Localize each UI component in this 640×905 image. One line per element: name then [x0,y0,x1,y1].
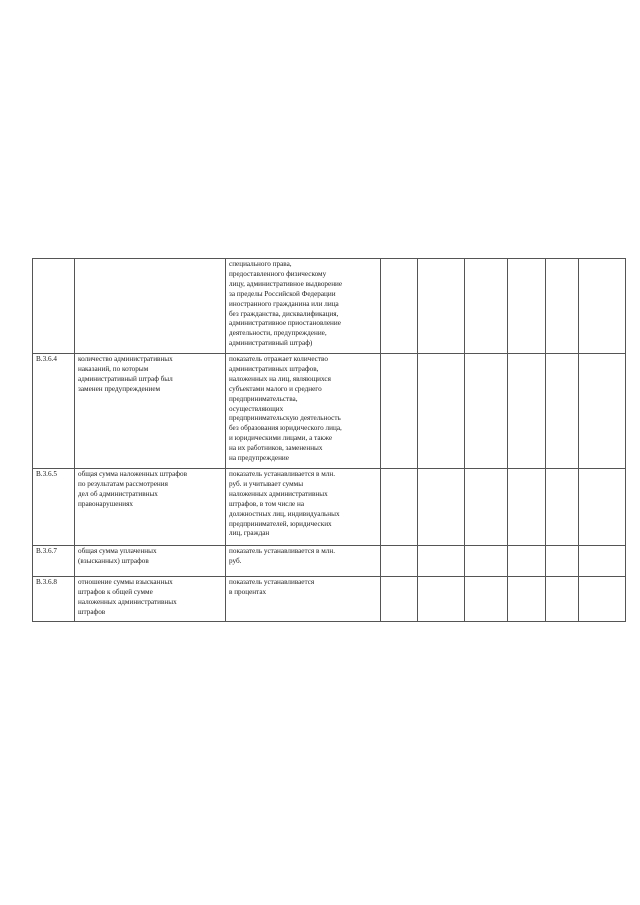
indicator-name-line: наложенных административных [78,597,177,606]
indicator-description-line: показатель устанавливается в млн. [229,470,335,478]
indicator-description-cell [226,546,381,577]
indicator-name-line: количество административных [78,355,173,363]
indicator-name-line: правонарушениях [78,499,134,508]
indicator-description-line: наложенных на лиц, являющихся [229,374,331,383]
indicator-description-line: руб. и учитывает суммы [229,479,304,488]
empty-value-cell [546,259,579,354]
indicator-name-line: штрафов [78,607,106,616]
indicator-name-line: штрафов к общей сумме [78,587,153,596]
indicator-description-line: административное приостановление [229,319,341,328]
table-row [33,259,626,354]
empty-value-cell [381,577,418,622]
indicator-description-line: специального права, [229,260,292,268]
empty-value-cell [381,259,418,354]
empty-value-cell [418,354,465,469]
indicator-description-line: субъектами малого и среднего [229,384,322,393]
indicator-description-cell [226,577,381,622]
indicator-description-line: наложенных административных [229,489,328,498]
indicator-description-line: показатель отражает количество [229,355,328,363]
table-row [33,546,626,577]
indicator-description-line: предпринимательскую деятельность [229,414,341,423]
indicator-name-line: административный штраф был [78,374,173,383]
indicator-description-line: без гражданства, дисквалификация, [229,309,339,318]
indicator-description-line: на предупреждение [229,454,289,463]
empty-value-cell [465,469,508,546]
indicator-description-line: в процентах [229,587,267,596]
empty-value-cell [508,577,546,622]
empty-value-cell [579,354,626,469]
empty-value-cell [579,577,626,622]
table-row [33,469,626,546]
empty-value-cell [465,577,508,622]
empty-value-cell [546,469,579,546]
indicator-description-line: иностранного гражданина или лица [229,299,339,308]
indicator-description-line: предпринимателей, юридических [229,519,332,528]
indicator-description-line: руб. [229,556,242,565]
indicator-description-line: административный штраф) [229,339,313,348]
indicator-name-line: заменен предупреждением [78,384,161,393]
indicator-name-line: отношение суммы взысканных [78,578,173,586]
indicator-description-line: на их работников, замененных [229,444,323,453]
indicator-name-line: общая сумма наложенных штрафов [78,470,187,478]
indicator-description-cell [226,354,381,469]
empty-value-cell [381,354,418,469]
empty-value-cell [465,546,508,577]
indicator-name-cell [75,469,226,546]
indicator-description-line: штрафов, в том числе на [229,499,305,508]
empty-value-cell [579,546,626,577]
empty-value-cell [465,354,508,469]
empty-value-cell [381,546,418,577]
indicator-description-line: предпринимательства, [229,394,298,403]
indicator-description-line: показатель устанавливается в млн. [229,547,335,555]
indicator-description-line: показатель устанавливается [229,578,315,586]
empty-value-cell [381,469,418,546]
indicator-name-cell [75,546,226,577]
empty-value-cell [418,546,465,577]
table-row [33,354,626,469]
empty-value-cell [418,577,465,622]
indicator-code-cell: В.3.6.4 [33,354,75,469]
indicator-name-line: дел об административных [78,489,158,498]
indicator-description-line: предоставленного физическому [229,269,327,278]
empty-value-cell [508,354,546,469]
empty-value-cell [508,546,546,577]
indicator-description-line: должностных лиц, индивидуальных [229,509,340,518]
indicator-description-line: за пределы Российской Федерации [229,289,336,298]
indicator-name-line: (взысканных) штрафов [78,556,149,565]
indicator-table [32,258,626,622]
empty-value-cell [418,259,465,354]
indicator-description-line: деятельности, предупреждение, [229,329,327,338]
indicator-name-cell [75,577,226,622]
indicator-name-line: общая сумма уплаченных [78,547,157,555]
empty-value-cell [579,259,626,354]
indicator-code-cell [33,259,75,354]
empty-value-cell [546,354,579,469]
empty-value-cell [579,469,626,546]
indicator-description-line: без образования юридического лица, [229,424,342,433]
indicator-name-cell [75,354,226,469]
empty-value-cell [508,259,546,354]
table-row [33,577,626,622]
indicator-name-cell [75,259,226,354]
indicator-description-line: административных штрафов, [229,364,319,373]
empty-value-cell [418,469,465,546]
indicator-name-line: наказаний, по которым [78,364,149,373]
indicator-description-line: и юридическими лицами, а также [229,434,333,443]
empty-value-cell [546,546,579,577]
indicator-code-cell: В.3.6.7 [33,546,75,577]
indicator-code-cell: В.3.6.8 [33,577,75,622]
indicator-description-cell [226,259,381,354]
indicator-description-line: лицу, административное выдворение [229,279,343,288]
empty-value-cell [508,469,546,546]
indicator-name-line: по результатам рассмотрения [78,479,168,488]
indicator-code-cell: В.3.6.5 [33,469,75,546]
empty-value-cell [465,259,508,354]
indicator-description-line: осуществляющих [229,404,284,413]
empty-value-cell [546,577,579,622]
indicator-description-cell [226,469,381,546]
indicator-description-line: лиц, граждан [229,529,270,538]
